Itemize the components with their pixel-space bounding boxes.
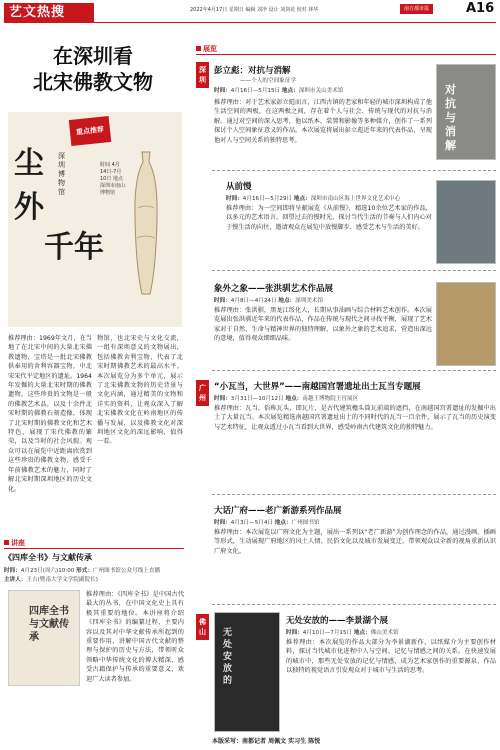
issue-meta: 2022年4月17日 星期日 编辑 刘净 设计 刘剑花 校对 林华 bbox=[190, 7, 319, 13]
poster-title-bottom: 千年 bbox=[44, 230, 104, 265]
paper-tag: 南方都市报 bbox=[400, 4, 433, 14]
book-cover-title: 四库全书与文献传承 bbox=[29, 606, 69, 643]
exhibition-body-3: 推荐理由：张洪驯，黑龙江绥化人，长期从事油画与综合材料艺术创作。本次展览展出张洪驯近年来的代表作品，作品在传统与现代之间寻找平衡，展现了艺术家对于自然、生命与精神世界的独特理解，以象外之象的艺术追求，营造出深远的意境，值得观众细细品味。 bbox=[214, 307, 432, 343]
exhibition-body-6: 推荐理由：本次展览的作品大部分为李景湖新作，以纸媒介为主要创作材料，探讨当代城市化进程中人与空间、记忆与情感之间的关系。在快速发展的城市中，那些无处安放的记忆与情感，成为艺术家创作的重要源泉，作品以独特的视觉语言引发观众对于城市与生活的思考。 bbox=[286, 639, 496, 675]
exhibition-image-1: 对抗与消解 bbox=[436, 64, 496, 160]
city-tab-foshan: 佛山 bbox=[196, 614, 209, 640]
recommend-stamp: 重点推荐 bbox=[69, 116, 111, 146]
exhibition-meta-3: 时间：4月8日—4月24日 地点：深圳美术馆 bbox=[214, 298, 324, 304]
lecture-title: 《四库全书》与文献传承 bbox=[4, 553, 92, 562]
exhibition-title-6: 无处安放的——李景湖个展 bbox=[286, 616, 389, 626]
divider bbox=[212, 270, 496, 271]
page-number: A16 bbox=[466, 1, 495, 16]
city-tab-shenzhen: 深圳 bbox=[196, 62, 209, 88]
exhibition-title-2: 从前慢 bbox=[226, 182, 252, 192]
exhibition-meta-2: 时间：4月16日—5月29日 地点：深圳市南山区海上世界文化艺术中心 bbox=[226, 196, 401, 202]
city-tab-guangzhou: 广州 bbox=[196, 380, 209, 406]
exhibition-body-4: 推荐理由：瓦当，俗称瓦头，即瓦片，是古代建筑檐头筒瓦前端的遮挡，在南越国宫署遗址的发掘中出土了大量瓦当。本次展览精选南越国宫署遗址出土的不同时代的瓦当一百余件，展示了瓦当的历史演变与艺术特征，让观众透过小瓦当看到大世界，感受岭南古代建筑文化的独特魅力。 bbox=[214, 405, 496, 431]
book-cover bbox=[8, 590, 80, 686]
poster-subtitle: 深圳博物馆 bbox=[58, 152, 65, 196]
exhibition-body-5: 推荐理由：本次展览以广府文化为主题，展出一系列以“老广新游”为创作理念的作品，通过漫画、插画等形式，生动展现广府地区的风土人情、民俗文化以及城市发展变迁，带领观众以全新的视角重新认识广府文化。 bbox=[214, 529, 496, 555]
divider bbox=[212, 170, 496, 171]
lecture-time: 时间：4月23日(周六)10:00 形式：广州图书馆公众号线上直播 bbox=[4, 568, 161, 574]
exhibition-body-1: 推荐理由：对于艺术家彭立彪而言，江西古镇的老家和年轻的城市深圳构成了他生活空间的两极，在这两极之间，存在着个人与社会、传统与现代的对抗与消解。通过对空间的深入思考，他以纸本、装置和影像等多种媒介，创作了一系列探讨个人空间象征意义的作品。本次展览将展出彭立彪近年来的代表作品，呈现他对人与空间关系的独特思考。 bbox=[214, 99, 432, 144]
lecture-body: 推荐理由：《四库全书》是中国古代最大的丛书，在中国文化史上具有极其重要的地位。本讲座将介绍《四库全书》的编纂过程、主要内容以及其对中华文献传承所起到的重要作用，讲解中国古代文献的整理与保护的历史与方法，带领听众领略中华传统文化的博大精深，感受古籍保护与传承的重要意义，欢迎广大读者参加。 bbox=[86, 591, 184, 683]
exhibition-meta-5: 时间：4月3日—5月4日 地点：广州图书馆 bbox=[214, 520, 320, 526]
exhibition-rule bbox=[196, 54, 496, 55]
exhibition-body-2: 推荐理由：为一空间即将呈献展览《从前慢》，精选10余位艺术家的作品，以多元的艺术语言，回望过去的慢时光，探讨当代生活的节奏与人们内心对于慢生活的向往，邀请观众在展览中放慢脚步，感受艺术与生活的美好。 bbox=[226, 205, 432, 231]
exhibition-title-3: 象外之象——张洪驯艺术作品展 bbox=[214, 284, 334, 294]
exhibition-subtitle-1: ——个人的空间象征学 bbox=[240, 78, 296, 84]
exhibition-meta-1: 时间：4月16日—5月15日 地点：深圳市关山美术馆 bbox=[214, 88, 344, 94]
vase-icon bbox=[130, 148, 162, 298]
exhibition-image-6: 无处安放的 bbox=[214, 612, 280, 732]
page-header bbox=[0, 0, 500, 24]
exhibition-image-2 bbox=[436, 180, 496, 264]
exhibition-image-3 bbox=[436, 282, 496, 366]
exhibition-meta-4: 时间：3月31日—10月12日 地点：南越王博物院王宫展区 bbox=[214, 396, 359, 402]
exhibition-title-1: 彭立彪：对抗与消解 bbox=[214, 66, 291, 76]
lecture-section-label: 讲座 bbox=[4, 538, 25, 548]
divider bbox=[212, 494, 496, 495]
lead-body-right: 物馆，也北宋史与文化交流，一组有深圳意义的文物展出，包括佛教舍利宝物，代表了北宋时期佛教艺术的最高水平。本次展览分为多个单元，展示了北宋佛教文物的历史背景与文化内涵，通过精美的文物和详实的资料，让观众深入了解北宋佛教文化在岭南地区的传播与发展，以及佛教文化对深圳地区文化的深远影响，值得一看。 bbox=[97, 335, 183, 446]
header-rule bbox=[4, 22, 496, 23]
lead-title-line-1: 在深圳看 bbox=[53, 44, 133, 68]
exhibition-meta-6: 时间：4月10日—7月15日 地点：佛山美术馆 bbox=[286, 630, 399, 636]
divider bbox=[212, 604, 496, 605]
exhibition-poster bbox=[8, 112, 182, 327]
poster-title-top: 尘外 bbox=[14, 146, 44, 225]
divider bbox=[212, 370, 496, 371]
masthead: 艺文热搜 bbox=[4, 3, 94, 22]
page-credit: 本版采写：南都记者 周佩文 实习生 陈悦 bbox=[212, 738, 321, 745]
exhibition-title-5: 大话广府——老广新游系列作品展 bbox=[214, 506, 342, 516]
poster-info: 时间 4月14日-7月10日 地点 深圳市南山博物馆 bbox=[100, 162, 126, 196]
exhibition-section-label: 展览 bbox=[196, 44, 217, 54]
exhibition-title-4: “小瓦当，大世界”——南越国宫署遗址出土瓦当专题展 bbox=[214, 382, 421, 392]
lecture-rule bbox=[4, 548, 184, 549]
lead-body-left: 推荐理由：1969年文月，在当地了在北宋中间的大量北宋佛教遗物，宝塔是一批北宋佛教供奉用的舍利容器宝物，中北宋宋代平定地区的遗址。1964年发掘的大量北宋时期的佛教遗物，这些珍贵的文物是一般的佛教艺术品，以及十余件北宋时期的佛教石刻造像，体现了北宋时期的佛教文化和艺术特色，展现了宋代佛教的繁荣，以及当时的社会风貌。观众可以在展览中近距离欣赏到这些珍贵的佛教文物，感受千年前佛教艺术的魅力，同时了解北宋时期深圳地区的历史文化。 bbox=[8, 335, 92, 493]
lecture-speaker: 主讲人：王吉(暨南大学文学院副院长) bbox=[4, 577, 98, 583]
lead-title-line-2: 北宋佛教文物 bbox=[33, 70, 153, 94]
